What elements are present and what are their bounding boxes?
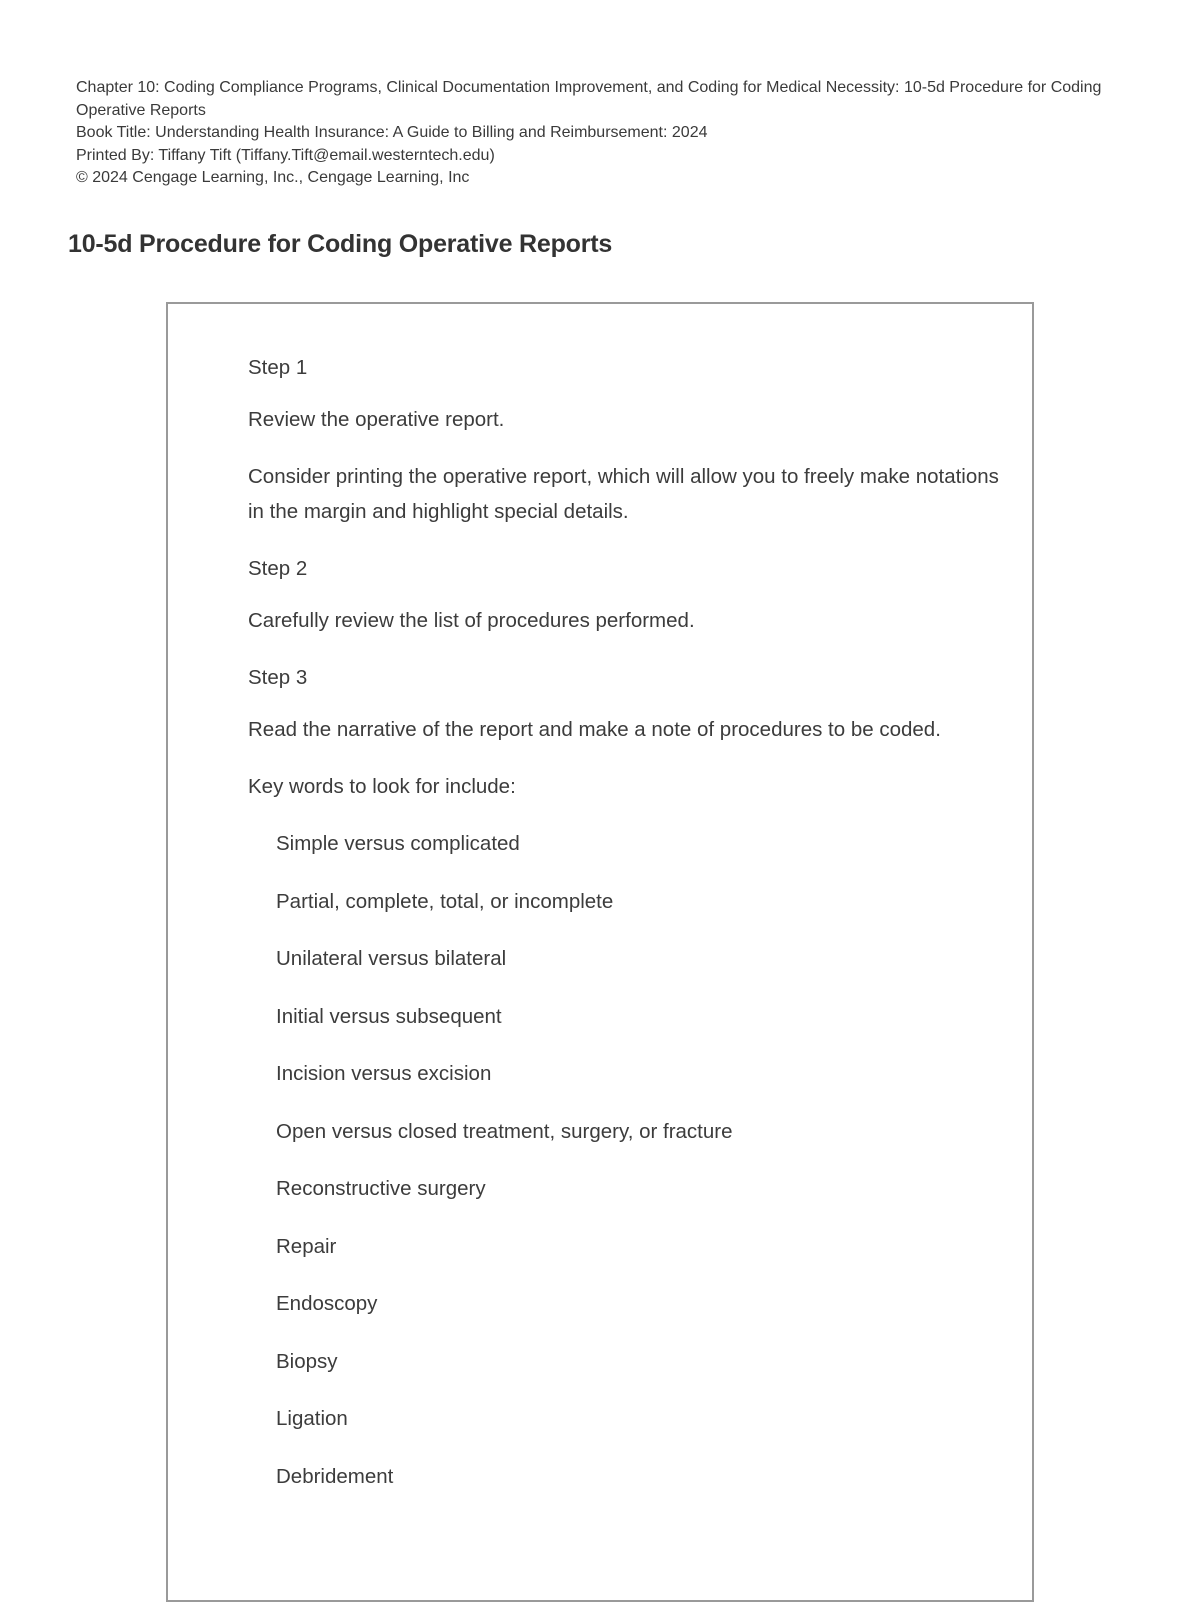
keywords-list: [248, 826, 1008, 1494]
printed-by-line: Printed By: Tiffany Tift (Tiffany.Tift@email.westerntech.edu): [76, 146, 495, 164]
keyword-item: Unilateral versus bilateral: [276, 947, 507, 970]
keyword-item: Initial versus subsequent: [276, 1004, 502, 1028]
step-1-text: Review the operative report.: [248, 408, 505, 431]
step-3-label: Step 3: [248, 666, 308, 689]
step-1-note: Consider printing the operative report, which will allow you to freely make notations in the margin and highlight special details.: [248, 465, 999, 523]
print-header: [76, 77, 1136, 190]
keyword-item: Open versus closed treatment, surgery, or fracture: [276, 1119, 733, 1143]
keyword-item: Endoscopy: [276, 1292, 378, 1315]
keyword-item: Incision versus excision: [276, 1062, 492, 1085]
step-2-text: Carefully review the list of procedures performed.: [248, 609, 695, 632]
book-title-line: Book Title: Understanding Health Insurance: A Guide to Billing and Reimbursement: 2024: [76, 124, 708, 141]
chapter-line: Chapter 10: Coding Compliance Programs, Clinical Documentation Improvement, and Coding for Medical Necessity: 10-5d Procedure for Coding Operative Reports: [76, 79, 1102, 119]
keyword-item: Debridement: [276, 1464, 394, 1488]
step-3-text: Read the narrative of the report and make a note of procedures to be coded.: [248, 718, 941, 741]
procedure-content: [248, 350, 1008, 1516]
step-2-label: Step 2: [248, 557, 308, 580]
keyword-item: Reconstructive surgery: [276, 1177, 486, 1200]
keyword-item: Partial, complete, total, or incomplete: [276, 889, 614, 913]
copyright-line: © 2024 Cengage Learning, Inc., Cengage Learning, Inc: [76, 169, 470, 186]
keyword-item: Ligation: [276, 1407, 348, 1430]
step-1-label: Step 1: [248, 356, 308, 379]
keyword-item: Repair: [276, 1234, 337, 1258]
keywords-intro: Key words to look for include:: [248, 775, 516, 798]
page-title: 10-5d Procedure for Coding Operative Reports: [68, 230, 613, 258]
keyword-item: Biopsy: [276, 1349, 338, 1373]
keyword-item: Simple versus complicated: [276, 832, 520, 855]
